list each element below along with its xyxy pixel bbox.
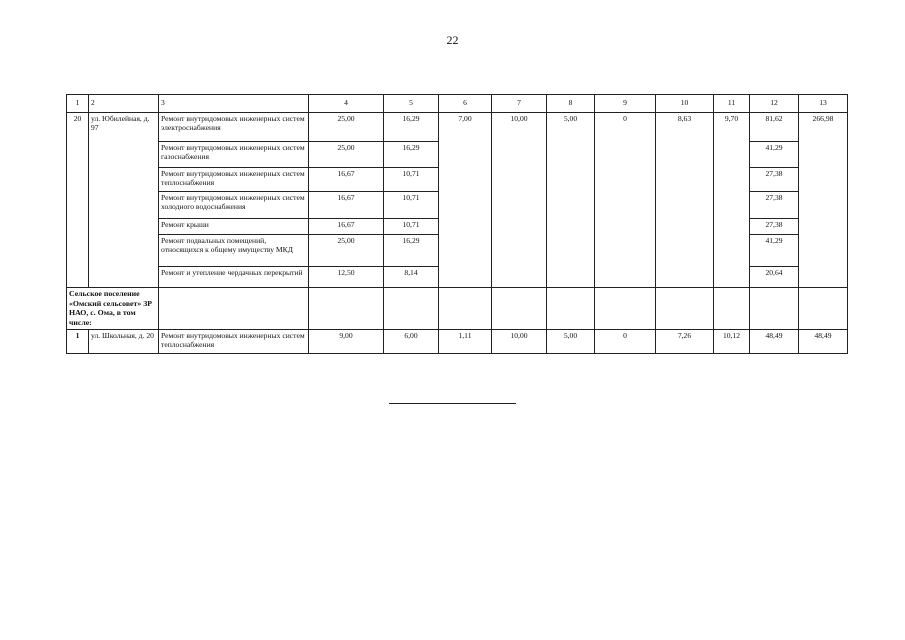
header-cell: 9 xyxy=(595,95,656,113)
header-cell: 12 xyxy=(750,95,799,113)
cost-cell: 25,00 xyxy=(309,142,384,168)
cost-cell: 5,00 xyxy=(547,113,595,288)
page-number: 22 xyxy=(446,33,459,47)
cost-cell: 5,00 xyxy=(547,330,595,354)
cost-cell: 25,00 xyxy=(309,113,384,142)
cost-cell: 10,00 xyxy=(492,330,547,354)
total-cell: 266,98 xyxy=(799,113,848,288)
row-number: 1 xyxy=(67,330,89,354)
row-number: 20 xyxy=(67,113,89,288)
cost-cell: 10,00 xyxy=(492,113,547,288)
cost-cell: 10,71 xyxy=(384,219,439,235)
cost-cell: 16,29 xyxy=(384,142,439,168)
cost-cell: 20,64 xyxy=(750,267,799,288)
table-row xyxy=(67,330,848,354)
empty-cell xyxy=(159,288,309,330)
empty-cell xyxy=(656,288,714,330)
work-name: Ремонт внутридомовых инженерных систем теплоснабжения xyxy=(159,168,309,192)
work-name: Ремонт внутридомовых инженерных систем холодного водоснабжения xyxy=(159,192,309,219)
header-cell: 4 xyxy=(309,95,384,113)
empty-cell xyxy=(309,288,384,330)
table-row xyxy=(67,113,848,142)
cost-cell: 0 xyxy=(595,330,656,354)
header-cell: 6 xyxy=(439,95,492,113)
section-row xyxy=(67,288,848,330)
header-cell: 8 xyxy=(547,95,595,113)
empty-cell xyxy=(750,288,799,330)
cost-cell: 8,14 xyxy=(384,267,439,288)
cost-cell: 41,29 xyxy=(750,142,799,168)
cost-cell: 9,00 xyxy=(309,330,384,354)
header-cell: 5 xyxy=(384,95,439,113)
signature-line xyxy=(389,403,516,404)
cost-cell: 41,29 xyxy=(750,235,799,267)
cost-cell: 12,50 xyxy=(309,267,384,288)
cost-cell: 27,38 xyxy=(750,192,799,219)
header-cell: 3 xyxy=(159,95,309,113)
section-title: Сельское поселение «Омский сельсовет» ЗР НАО, с. Ома, в том числе: xyxy=(67,288,159,330)
work-name: Ремонт внутридомовых инженерных систем газоснабжения xyxy=(159,142,309,168)
cost-cell: 9,70 xyxy=(714,113,750,288)
cost-cell: 16,67 xyxy=(309,192,384,219)
cost-cell: 27,38 xyxy=(750,168,799,192)
cost-cell: 1,11 xyxy=(439,330,492,354)
cost-cell: 16,67 xyxy=(309,219,384,235)
header-cell: 11 xyxy=(714,95,750,113)
repair-cost-table xyxy=(66,94,848,354)
cost-cell: 16,29 xyxy=(384,113,439,142)
cost-cell: 27,38 xyxy=(750,219,799,235)
cost-cell: 10,71 xyxy=(384,168,439,192)
cost-cell: 10,71 xyxy=(384,192,439,219)
address-cell: ул. Юбилейная, д. 97 xyxy=(89,113,159,288)
empty-cell xyxy=(595,288,656,330)
address-cell: ул. Школьная, д. 20 xyxy=(89,330,159,354)
cost-cell: 6,00 xyxy=(384,330,439,354)
header-row xyxy=(67,95,848,113)
work-name: Ремонт внутридомовых инженерных систем теплоснабжения xyxy=(159,330,309,354)
cost-cell: 0 xyxy=(595,113,656,288)
work-name: Ремонт крыши xyxy=(159,219,309,235)
header-cell: 13 xyxy=(799,95,848,113)
header-cell: 10 xyxy=(656,95,714,113)
total-cell: 48,49 xyxy=(799,330,848,354)
cost-cell: 8,63 xyxy=(656,113,714,288)
empty-cell xyxy=(799,288,848,330)
cost-cell: 7,00 xyxy=(439,113,492,288)
cost-cell: 7,26 xyxy=(656,330,714,354)
work-name: Ремонт внутридомовых инженерных систем электроснабжения xyxy=(159,113,309,142)
header-cell: 2 xyxy=(89,95,159,113)
header-cell: 7 xyxy=(492,95,547,113)
cost-cell: 81,62 xyxy=(750,113,799,142)
work-name: Ремонт и утепление чердачных перекрытий xyxy=(159,267,309,288)
cost-cell: 48,49 xyxy=(750,330,799,354)
empty-cell xyxy=(439,288,492,330)
cost-cell: 16,67 xyxy=(309,168,384,192)
work-name: Ремонт подвальных помещений, относящихся к общему имуществу МКД xyxy=(159,235,309,267)
empty-cell xyxy=(547,288,595,330)
empty-cell xyxy=(384,288,439,330)
cost-cell: 10,12 xyxy=(714,330,750,354)
empty-cell xyxy=(492,288,547,330)
cost-cell: 16,29 xyxy=(384,235,439,267)
cost-cell: 25,00 xyxy=(309,235,384,267)
empty-cell xyxy=(714,288,750,330)
header-cell: 1 xyxy=(67,95,89,113)
